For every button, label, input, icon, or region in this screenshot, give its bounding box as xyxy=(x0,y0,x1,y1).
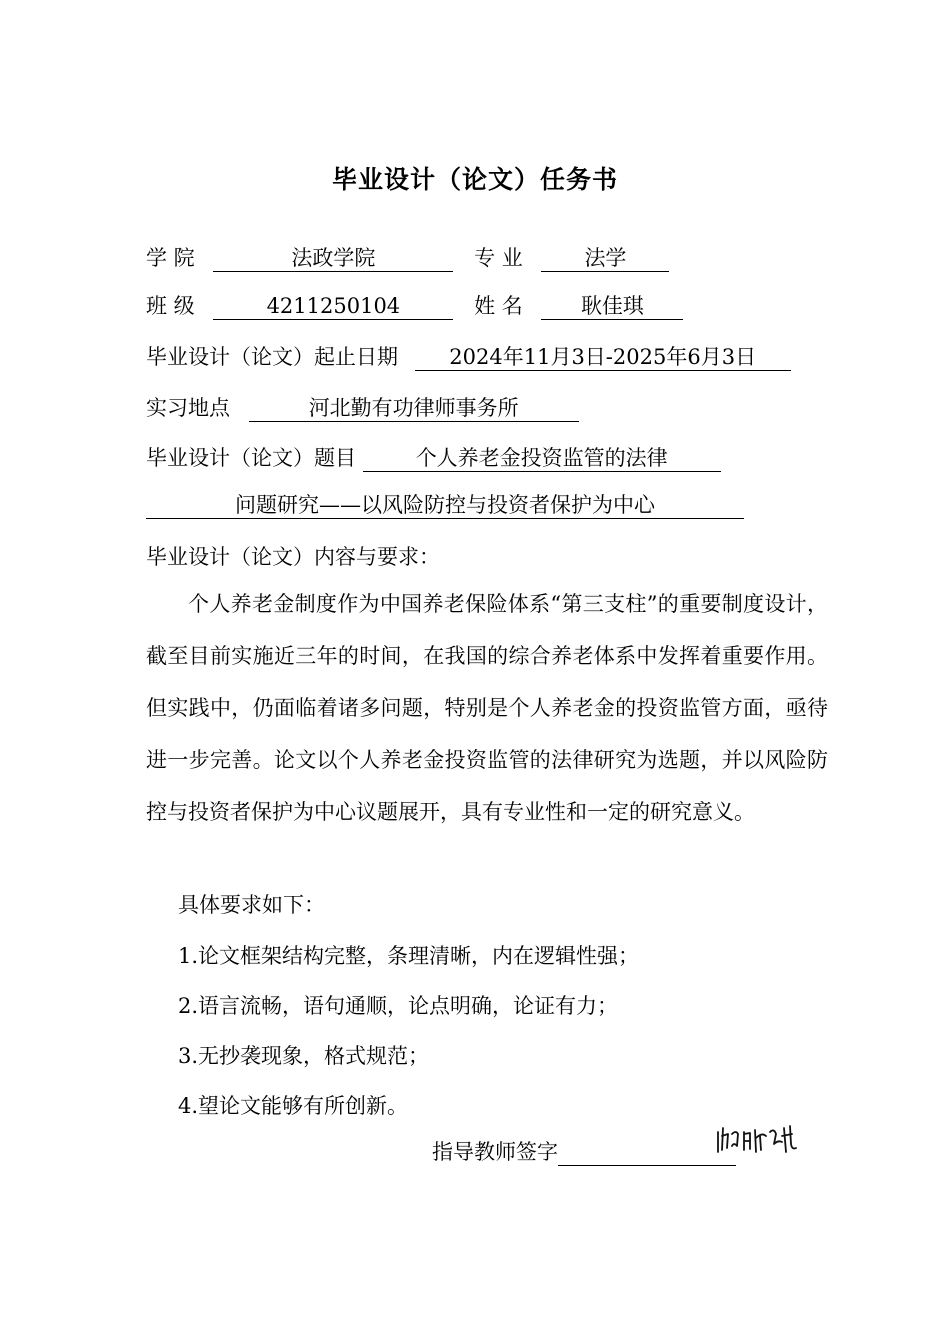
college-value: 法政学院 xyxy=(213,245,453,272)
requirement-item: 2.语言流畅，语句通顺，论点明确，论证有力； xyxy=(178,994,619,1018)
name-label: 姓 名 xyxy=(474,294,523,318)
content-paragraph: 个人养老金制度作为中国养老保险体系“第三支柱”的重要制度设计，截至目前实施近三年的时间，在我国的综合养老体系中发挥着重要作用。但实践中，仍面临着诸多问题，特别是个人养老金的投资监管方面，亟待进一步完善。论文以个人养老金投资监管的法律研究为选题，并以风险防控与投资者保护为中心议题展开，具有专业性和一定的研究意义。 xyxy=(146,592,828,824)
topic-line1: 个人养老金投资监管的法律 xyxy=(363,445,721,472)
row-internship xyxy=(146,392,579,422)
name-value: 耿佳琪 xyxy=(541,293,683,320)
row-class-name xyxy=(146,290,683,320)
requirement-item: 3.无抄袭现象，格式规范； xyxy=(178,1044,430,1068)
document-title: 毕业设计（论文）任务书 xyxy=(331,165,618,194)
major-label: 专 业 xyxy=(474,246,523,270)
dates-label: 毕业设计（论文）起止日期 xyxy=(146,345,398,369)
row-topic-cont xyxy=(146,492,744,519)
dates-value: 2024年11月3日-2025年6月3日 xyxy=(415,344,791,371)
class-value: 4211250104 xyxy=(213,293,453,320)
class-label: 班 级 xyxy=(146,294,195,318)
internship-value: 河北勤有功律师事务所 xyxy=(249,395,579,422)
internship-label: 实习地点 xyxy=(146,396,230,420)
topic-label: 毕业设计（论文）题目 xyxy=(146,446,356,470)
requirement-item: 1.论文框架结构完整，条理清晰，内在逻辑性强； xyxy=(178,944,640,968)
signature-line xyxy=(558,1139,736,1166)
requirements-intro: 具体要求如下： xyxy=(178,893,325,917)
content-heading: 毕业设计（论文）内容与要求： xyxy=(146,545,440,569)
requirement-item: 4.望论文能够有所创新。 xyxy=(178,1094,409,1118)
major-value: 法学 xyxy=(541,245,669,272)
row-college-major xyxy=(146,242,669,272)
college-label: 学 院 xyxy=(146,246,195,270)
row-topic xyxy=(146,442,721,472)
signature-row xyxy=(432,1136,736,1166)
row-dates xyxy=(146,341,791,371)
topic-line2: 问题研究——以风险防控与投资者保护为中心 xyxy=(146,492,744,519)
signature-label: 指导教师签字 xyxy=(432,1140,558,1164)
handwritten-signature xyxy=(712,1122,802,1158)
